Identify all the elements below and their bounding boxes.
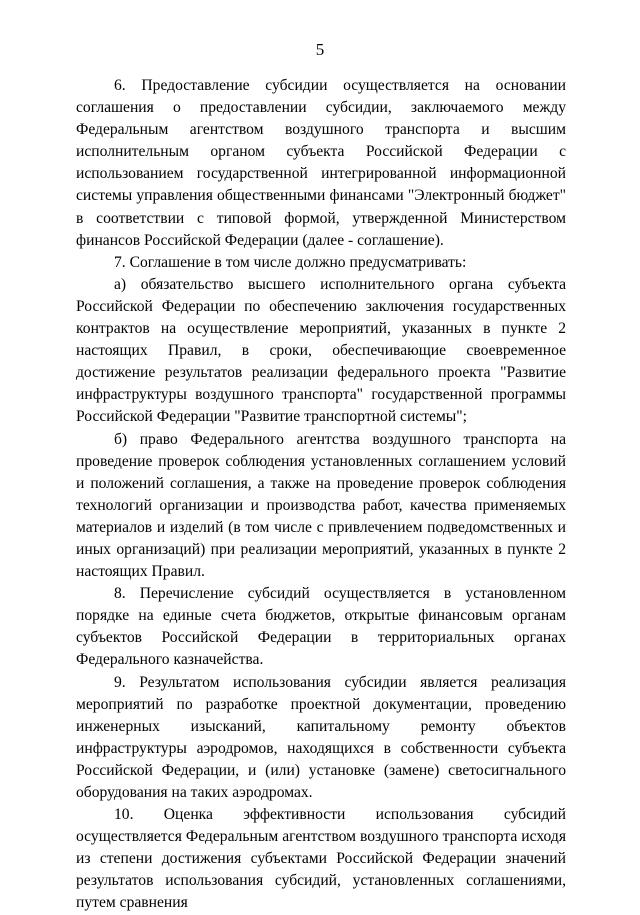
paragraph-9: 9. Результатом использования субсидии является реализация мероприятий по разработке проектной документации, проведению инженерных изысканий, капитальному ремонту объектов инфраструктуры аэродромов, находящихся в собственности субъекта Российской Федерации, и (или) установке (замене) светосигнального оборудования на таких аэродромах. bbox=[76, 673, 566, 801]
paragraph-7: 7. Соглашение в том числе должно предусматривать: bbox=[114, 253, 467, 271]
page-number: 5 bbox=[315, 40, 325, 59]
paragraph-7a: а) обязательство высшего исполнительного органа субъекта Российской Федерации по обеспечению заключения государственных контрактов на осуществление мероприятий, указанных в пункте 2 настоящих Правил, в сроки, обеспечивающие своевременное достижение результатов реализации федерального проекта "Развитие инфраструктуры воздушного транспорта" государственной программы Российской Федерации "Развитие транспортной системы"; bbox=[76, 275, 566, 426]
paragraph-10: 10. Оценка эффективности использования субсидий осуществляется Федеральным агентством воздушного транспорта исходя из степени достижения субъектами Российской Федерации значений результатов использования субсидий, установленных соглашениями, путем сравнения bbox=[76, 806, 566, 912]
document-body bbox=[76, 75, 566, 915]
paragraph-6: 6. Предоставление субсидии осуществляется на основании соглашения о предоставлении субсидии, заключаемого между Федеральным агентством воздушного транспорта и высшим исполнительным органом субъекта Российской Федерации с использованием государственной интегрированной информационной системы управления общественными финансами "Электронный бюджет" в соответствии с типовой формой, утвержденной Министерством финансов Российской Федерации (далее - соглашение). bbox=[76, 77, 566, 249]
paragraph-8: 8. Перечисление субсидий осуществляется в установленном порядке на единые счета бюджетов, открытые финансовым органам субъектов Российской Федерации в территориальных органах Федерального казначейства. bbox=[76, 585, 566, 669]
paragraph-7b: б) право Федерального агентства воздушного транспорта на проведение проверок соблюдения установленных соглашением условий и положений соглашения, а также на проведение проверок соблюдения технологий организации и производства работ, качества применяемых материалов и изделий (в том числе с привлечением подведомственных и иных организаций) при реализации мероприятий, указанных в пункте 2 настоящих Правил. bbox=[76, 430, 566, 581]
